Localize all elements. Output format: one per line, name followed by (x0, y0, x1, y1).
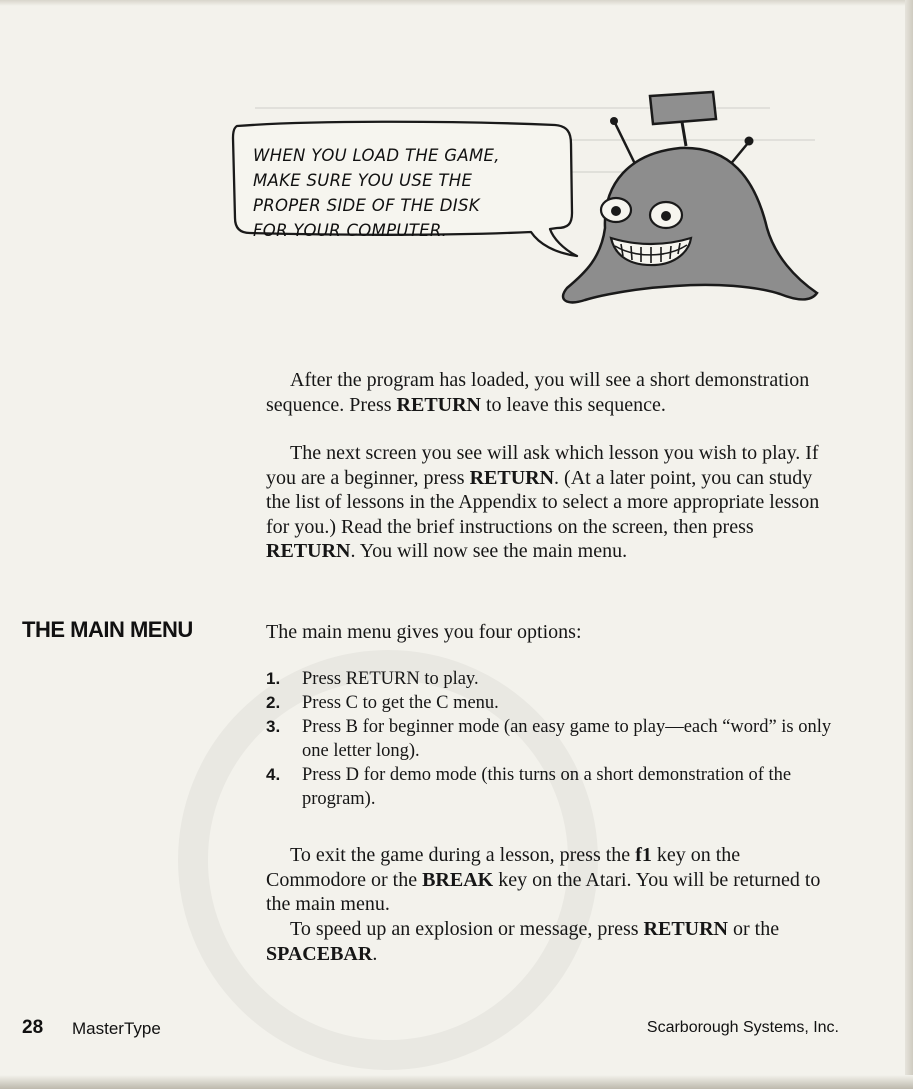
bubble-line: WHEN YOU LOAD THE GAME, (253, 146, 500, 165)
key-name: RETURN (396, 393, 481, 416)
list-item: 1. Press RETURN to play. (266, 669, 479, 689)
speech-bubble-text (253, 143, 553, 243)
page-top-edge (0, 0, 913, 6)
menu-intro-text: The main menu gives you four options: (266, 621, 582, 643)
list-item: 4. Press D for demo mode (this turns on a short demonstration of the program). (266, 765, 792, 809)
bubble-line: FOR YOUR COMPUTER. (253, 221, 448, 240)
list-number: 1. (266, 669, 281, 688)
key-name: RETURN (469, 466, 555, 489)
key-name: f1 (635, 844, 652, 866)
speed-up-paragraph: To speed up an explosion or message, press RETURN or the SPACEBAR. (266, 918, 780, 965)
key-name: RETURN (345, 669, 420, 689)
publisher-name: Scarborough Systems, Inc. (646, 1019, 839, 1036)
list-number: 2. (266, 693, 281, 712)
section-heading: THE MAIN MENU (22, 617, 193, 642)
page-right-edge (905, 0, 913, 1089)
list-number: 3. (266, 717, 281, 736)
intro-paragraph: After the program has loaded, you will see a short demonstration sequence. Press RETURN to leave this sequence. (266, 369, 810, 416)
robot-mascot-illustration (555, 88, 830, 318)
key-name: RETURN (266, 540, 351, 562)
list-item: 2. Press C to get the C menu. (266, 693, 499, 713)
list-item: 3. Press B for beginner mode (an easy game to play—each “word” is only one letter long). (266, 717, 832, 761)
antenna-sign-icon (650, 92, 716, 146)
instructions-paragraph: The next screen you see will ask which lesson you wish to play. If you are a beginner, press RETURN. (At a later point, you can study the list of lessons in the Appendix to select a more appropriate lesson for you.) Read the brief instructions on the screen, then press RETURN. You will now see the main menu. (266, 442, 820, 562)
bleed-through-heading (20, 52, 29, 91)
list-number: 4. (266, 765, 281, 784)
key-name: RETURN (643, 918, 728, 940)
exit-instructions-paragraph: To exit the game during a lesson, press the f1 key on the Commodore or the BREAK key on the Atari. You will be returned to the main menu. (266, 844, 821, 915)
key-name: BREAK (422, 868, 494, 891)
menu-options-list (266, 667, 841, 811)
bubble-line: MAKE SURE YOU USE THE (253, 171, 473, 190)
bubble-line: PROPER SIDE OF THE DISK (253, 196, 480, 215)
page-number: 28 (22, 1017, 44, 1038)
book-title: MasterType (72, 1019, 161, 1038)
page-bottom-edge (0, 1075, 913, 1089)
key-name: SPACEBAR (266, 942, 373, 965)
